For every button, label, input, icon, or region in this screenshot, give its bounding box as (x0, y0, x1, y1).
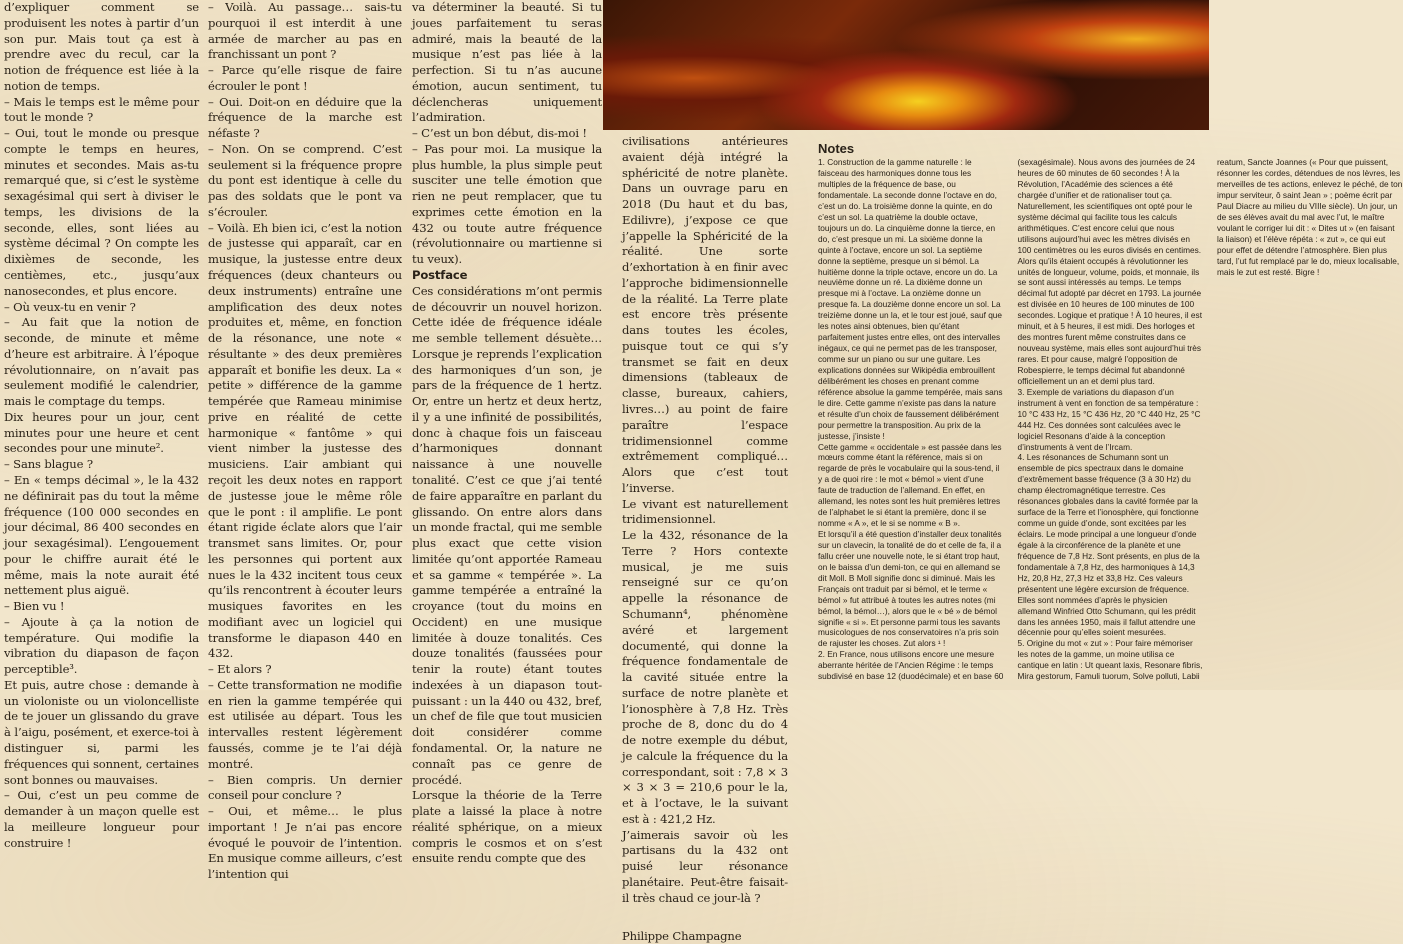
paragraph: – En « temps décimal », le la 432 ne définirait pas du tout la même fréquence (100 000 secondes en jour décimal, 86 400 secondes en jour sexagésimal). L’engouement pour le chiffre aurait été le même, mais la note aurait été nettement plus aiguë. (4, 472, 199, 598)
note-item: Cette gamme « occidentale » est passée dans les mœurs comme étant la référence, mais si on regarde de près le vocabulaire qui la sous-tend, il y a de quoi rire : le mot « bémol » vient d’une faute de traduction de l’allemand. En effet, en allemand, les notes sont les huit premières lettres de l’alphabet le si étant la première, donc il se nomme « A », et le si se nomme « B ». (818, 441, 1002, 529)
paragraph: – Non. On se comprend. C’est seulement si la fréquence propre du pont est identique à celle du pas des soldats que le pont va s’écrouler. (208, 141, 402, 219)
paragraph: Le vivant est naturellement tridimensionnel. (622, 496, 788, 527)
column-4-text (622, 134, 788, 907)
abstract-artwork-image (603, 0, 1209, 130)
note-item: 2. En France, nous utilisons encore une mesure aberrante héritée de l’Ancien Régime : le temps subdivisé en base 12 (duodécimale) et en base 60 (sexagésimale). Nous avons des journées de 24 heures de 60 minutes de 60 secondes ! À la Révolution, l’Académie des sciences a été chargée d’unifier et de rationaliser tout ça. Naturellement, les scientifiques ont opté pour le système décimal qui facilite tous les calculs arithmétiques. C’est encore celui que nous utilisons aujourd’hui avec les mètres divisés en 100 centimètres ou les euros divisés en centimes. Alors qu’ils étaient occupés à révolutionner les unités de longueur, volume, poids, et monnaie, ils se sont aussi intéressés au temps. Le temps décimal fut adopté par décret en 1793. La journée est divisée en 10 heures de 100 minutes de 100 secondes. Logique et pratique ! À 10 heures, il est minuit, et à 5 heures, il est midi. Des horloges et des montres furent même construites dans ce nouveau système, mais elles sont aujourd’hui très rares. Et pour cause, malgré l’opposition de Robespierre, le temps décimal fut abandonné officiellement un an et demi plus tard. (818, 157, 1202, 682)
note-item: Et lorsqu’il a été question d’installer deux tonalités sur un clavecin, la tonalité de do et celle de fa, il a fallu créer une nouvelle note, le si étant trop haut, on le baissa d’un demi-ton, ce qui en allemand se dit Moll. B Moll signifie donc si diminué. Mais les Français ont traduit par si bémol, et le terme « bémol » fut attribué à toutes les autres notes (mi bémol, la bémol…), alors que le « bé » de bémol signifie « si ». Et personne parmi tous les savants musicologues de nos conservatoires n’a pris soin de rajuster les choses. Zut alors ¹ ! (818, 529, 1002, 649)
postface-text (412, 284, 602, 867)
paragraph: Ces considérations m’ont permis de découvrir un nouvel horizon. Cette idée de fréquence idéale me semble tellement désuète… Lorsque je reprends l’explication des harmoniques d’un son, je pars de la fréquence de 1 hertz. Or, entre un hertz et deux hertz, il y a une infinité de possibilités, donc à chaque fois un faisceau d’harmoniques donnant naissance à une nouvelle tonalité. C’est ce que j’ai tenté de faire apparaître en parlant du glissando. On entre alors dans un monde fractal, qui me semble plus exact que cette vision limitée qu’ont apportée Rameau et sa gamme « tempérée ». La gamme tempérée a entraîné la croyance (tout du moins en Occident) en une musique limitée à douze tonalités. Ces douze tonalités (faussées pour tenir la route) étant toutes indexées à un diapason tout-puissant : un la 440 ou 432, bref, un chef de file que tout musicien doit considérer comme fondamental. Or, la nature ne connaît pas ce genre de procédé. (412, 283, 602, 787)
notes-title: Notes (818, 141, 855, 156)
paragraph: – Oui, tout le monde ou presque compte le temps en heures, minutes et secondes. Mais as-tu remarqué que, si c’est le système sexagésimal qui sert à diviser le temps, les divisions de la seconde, elles, sont liées au système décimal ? On compte les dixièmes de seconde, les centièmes, etc., jusqu’aux nanosecondes, et plus encore. (4, 126, 199, 298)
paragraph: – C’est un bon début, dis-moi ! (412, 126, 587, 141)
paragraph: – Au fait que la notion de seconde, de minute et même d’heure est arbitraire. À l’époque révolutionnaire, on n’avait pas seulement modifié le calendrier, mais le comptage du temps. (4, 315, 199, 409)
note-item: 3. Exemple de variations du diapason d’un instrument à vent en fonction de sa température : 10 °C 433 Hz, 15 °C 436 Hz, 20 °C 440 Hz, 25 °C 444 Hz. Ces données sont calculées avec le logiciel Resonans d’aide à la conception d’instruments à vent de l’Ircam. (1017, 386, 1201, 452)
note-item: 1. Construction de la gamme naturelle : le faisceau des harmoniques donne tous les multiples de la fréquence de base, ou fondamentale. La seconde donne l’octave en do, c’est un do. La troisième donne la quinte, en do c’est un sol. La quatrième la double octave, toujours un do. La cinquième donne la tierce, en do, c’est presque un mi. La sixième donne la quinte à l’octave, encore un sol. La septième donne la septième, presque un si bémol. La huitième donne la triple octave, encore un do. La neuvième donne un ré. La dixième donne un presque mi à l’octave. La onzième donne un presque fa. La douzième donne encore un sol. La treizième donne un la, et le tour est joué, sauf que les notes ainsi obtenues, bien qu’étant parfaitement justes entre elles, ont des intervalles inégaux, ce qui ne permet pas de les transposer, comme sur un piano ou sur une guitare. Les explications données sur Wikipédia embrouillent délibérément les choses en prenant comme référence absolue la gamme tempérée, mais sans le dire. Cette gamme n’existe pas dans la nature et résulte d’un choix de faussement délibérément pour permettre la transposition. Au prix de la justesse, j’insiste ! (818, 157, 1003, 441)
postface-heading: Postface (412, 268, 468, 283)
paragraph: – Parce qu’elle risque de faire écrouler le pont ! (208, 63, 402, 93)
paragraph: Le la 432, résonance de la Terre ? Hors contexte musical, je me suis renseigné sur ce qu’on appelle la résonance de Schumann⁴, phénomène avéré et largement documenté, qui donne la fréquence fondamentale de la cavité située entre la surface de notre planète et l’ionosphère à 7,8 Hz. Très proche de 8, donc du do 4 de notre exemple du début, je calcule la fréquence du la correspondant, soit : 7,8 × 3 × 3 × 3 = 210,6 pour le la, et à l’octave, le la suivant est à : 421,2 Hz. (622, 528, 788, 826)
paragraph: – Cette transformation ne modifie en rien la gamme tempérée qui est utilisée au départ. Tous les intervalles restent légèrement faussés, comme je te l’ai déjà montré. (208, 677, 402, 771)
paragraph: – Ajoute à ça la notion de température. Qui modifie la vibration du diapason de façon perceptible³. (4, 614, 199, 677)
paragraph: – Oui, et même… le plus important ! Je n’ai pas encore évoqué le pouvoir de l’intention. En musique comme ailleurs, c’est l’intention qui (208, 804, 402, 882)
paragraph: Dix heures pour un jour, cent minutes pour une heure et cent secondes pour une minute². (4, 409, 199, 456)
paragraph: – Pas pour moi. La musique la plus humble, la plus simple peut susciter une telle émotion que rien ne peut remplacer, que tu exprimes cette émotion en la 432 ou toute autre fréquence (révolutionnaire ou martienne si tu veux). (412, 141, 602, 267)
paragraph: va déterminer la beauté. Si tu joues parfaitement tu seras admiré, mais la beauté de la musique n’est pas liée à la perfection. Si tu n’as aucune émotion, aucun sentiment, tu déclencheras uniquement l’admiration. (412, 0, 602, 125)
paragraph: – Bien compris. Un dernier conseil pour conclure ? (208, 772, 402, 803)
paragraph: Lorsque la théorie de la Terre plate a laissé la place à notre réalité sphérique, on a mieux compris le cosmos et on s’est ensuite rendu compte que des (412, 788, 602, 866)
notes-list (818, 157, 1403, 688)
column-3-dialogue (412, 0, 602, 268)
article-column-2 (208, 0, 402, 882)
paragraph: d’expliquer comment se produisent les notes à partir d’un son pur. Mais tout ça est à prendre avec du recul, car la notion de fréquence est liée à la notion de temps. (4, 0, 199, 93)
paragraph: – Et alors ? (208, 662, 272, 677)
paragraph: Et puis, autre chose : demande à un violoniste ou un violoncelliste de te jouer un glissando du grave à l’aigu, posément, et exerce-toi à distinguer si, parmi les fréquences qui sonnent, certaines sont bonnes ou mauvaises. (4, 677, 199, 787)
paragraph: – Voilà. Au passage… sais-tu pourquoi il est interdit à une armée de marcher au pas en franchissant un pont ? (208, 0, 402, 62)
paragraph: – Bien vu ! (4, 599, 65, 614)
article-column-1 (4, 0, 199, 850)
note-item: 5. Origine du mot « zut » : Pour faire mémoriser les notes de la gamme, un moine utilisa ce cantique en latin : Ut queant laxis, Resonare fibris, Mira gestorum, Famuli tuorum, Solve polluti, Labii reatum, Sancte Joannes (« Pour que puissent, résonner les cordes, détendues de nos lèvres, les merveilles de tes actions, enlevez le péché, de ton impur serviteur, ô saint Jean » ; poème écrit par Paul Diacre au milieu du VIIIe siècle). Un jour, un de ses élèves avait du mal avec l’ut, le maître voulant le corriger lui dit : « Dites ut » (en faisant la liaison) et l’élève répéta : « zut », ce qui eut pour effet de détendre l’atmosphère. Bien plus tard, l’ut fut remplacé par le do, mieux localisable, mais le zut est resté. Bigre ! (1017, 157, 1403, 682)
paragraph: – Oui. Doit-on en déduire que la fréquence de la marche est néfaste ? (208, 94, 402, 141)
article-column-4 (622, 134, 788, 943)
paragraph: – Oui, c’est un peu comme de demander à un maçon quelle est la meilleure longueur pour construire ! (4, 788, 199, 850)
note-item: 4. Les résonances de Schumann sont un ensemble de pics spectraux dans le domaine d’extrêmement basse fréquence (3 à 30 Hz) du champ électromagnétique terrestre. Ces résonances globales dans la cavité formée par la surface de la Terre et l’ionosphère, qui fonctionne comme un guide d’onde, sont excitées par les éclairs. Le mode principal a une longueur d’onde égale à la circonférence de la planète et une fréquence de 7,8 Hz. Sont présents, en plus de la fondamentale à 7,8 Hz, des harmoniques à 14,3 Hz, 20,8 Hz, 27,3 Hz et 33,8 Hz. Ces valeurs présentent une légère excursion de fréquence. Elles sont nommées d’après le physicien allemand Winfried Otto Schumann, qui les prédit dans les années 1950, mais il fallut attendre une décennie pour qu’elles soient mesurées. (1017, 452, 1200, 638)
paragraph: – Voilà. Eh bien ici, c’est la notion de justesse qui apparaît, car en musique, la justesse entre deux fréquences (deux chanteurs ou deux instruments) entraîne une amplification des deux notes produites et, même, en fonction de la résonance, une note « résultante » des deux premières apparaît et bonifie les deux. La « petite » différence de la gamme tempérée que Rameau minimise prive en réalité de cette harmonique « fantôme » qui vient nimber la justesse des musiciens. L’air ambiant qui reçoit les deux notes en rapport de justesse joue le même rôle que le pont : il amplifie. Le pont étant rigide éclate alors que l’air transmet sans limites. Or, pour les personnes qui portent aux nues le la 432 incitent tous ceux qu’ils rencontrent à écouter leurs musiques favorites en les modifiant avec un logiciel qui transforme le diapason 440 en 432. (208, 220, 402, 661)
notes-section (818, 140, 1403, 688)
article-column-3 (412, 0, 602, 866)
author-signature: Philippe Champagne (622, 928, 742, 943)
paragraph: – Où veux-tu en venir ? (4, 299, 136, 314)
paragraph: civilisations antérieures avaient déjà intégré la sphéricité de notre planète. Dans un ouvrage paru en 2018 (Du haut et du bas, Edilivre), j’expose ce que j’appelle la Sphéricité de la réalité. Une sorte d’exhortation à en finir avec l’approche bidimensionnelle de la réalité. La Terre plate est encore très présente dans toutes les écoles, puisque tout ce qui s’y transmet se fait en deux dimensions (tableaux de classe, bureaux, cahiers, livres…) au point de faire paraître l’espace tridimensionnel comme extrêmement compliqué… Alors que c’est tout l’inverse. (622, 134, 788, 495)
paragraph: – Mais le temps est le même pour tout le monde ? (4, 94, 199, 125)
paragraph: J’aimerais savoir où les partisans du la 432 ont puisé leur résonance planétaire. Peut-être faisait-il très chaud ce jour-là ? (622, 827, 788, 905)
paragraph: – Sans blague ? (4, 457, 93, 472)
